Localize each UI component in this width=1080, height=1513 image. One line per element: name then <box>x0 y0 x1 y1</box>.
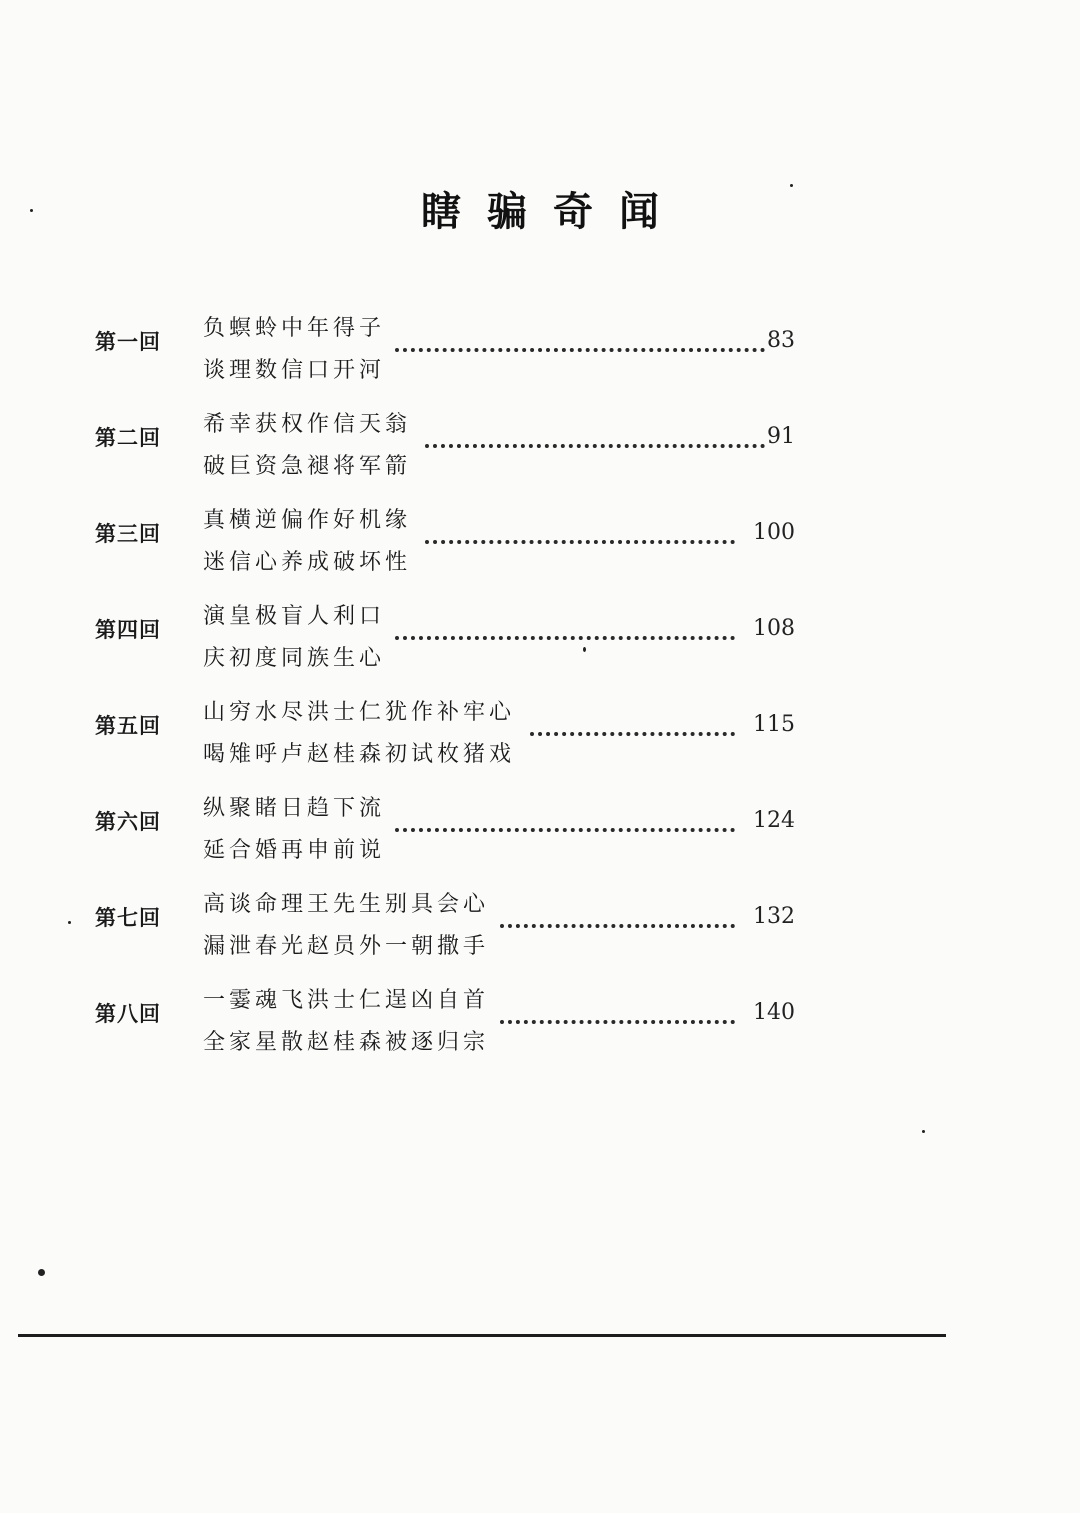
chapter-title-line: 真横逆偏作好机缘 <box>203 508 412 533</box>
chapter-title-line: 喝雉呼卢赵桂森初试枚猪戏 <box>203 742 516 767</box>
ink-speck <box>30 209 33 212</box>
chapter-title <box>203 500 411 584</box>
dot-leader <box>395 824 735 832</box>
ink-speck <box>922 1130 925 1133</box>
dot-leader <box>395 344 765 352</box>
chapter-title <box>203 788 385 872</box>
toc-entry <box>95 596 795 676</box>
chapter-title <box>203 692 515 776</box>
ink-speck <box>68 921 71 924</box>
page-number: 132 <box>753 904 795 929</box>
chapter-title <box>203 884 489 968</box>
page-number: 124 <box>753 808 795 833</box>
page-number: 100 <box>753 520 795 545</box>
toc-entry <box>95 500 795 580</box>
page-number: 91 <box>767 424 795 449</box>
chapter-title-line: 演皇极盲人利口 <box>203 604 386 629</box>
chapter-number: 第五回 <box>95 713 161 738</box>
chapter-number: 第三回 <box>95 521 161 546</box>
chapter-title-line: 山穷水尽洪士仁犹作补牢心 <box>203 700 516 725</box>
page-title: 瞎骗奇闻 <box>421 188 685 235</box>
dot-leader <box>500 1016 735 1024</box>
ink-speck <box>790 184 793 187</box>
dot-leader <box>425 440 765 448</box>
chapter-number: 第八回 <box>95 1001 161 1026</box>
chapter-number: 第二回 <box>95 425 161 450</box>
toc-entry <box>95 884 795 964</box>
chapter-title-line: 纵聚睹日趋下流 <box>203 796 386 821</box>
chapter-title-line: 延合婚再申前说 <box>203 838 386 863</box>
toc-entry <box>95 692 795 772</box>
ink-speck <box>38 1269 45 1276</box>
chapter-title <box>203 980 489 1064</box>
chapter-number: 第一回 <box>95 329 161 354</box>
page-number: 83 <box>767 328 795 353</box>
toc-entry <box>95 788 795 868</box>
dot-leader <box>500 920 735 928</box>
page-number: 108 <box>753 616 795 641</box>
page-number: 140 <box>753 1000 795 1025</box>
chapter-title-line: 全家星散赵桂森被逐归宗 <box>203 1030 490 1055</box>
chapter-title-line: 负螟蛉中年得子 <box>203 316 386 341</box>
dot-leader <box>425 536 735 544</box>
chapter-title-line: 一霎魂飞洪士仁逞凶自首 <box>203 988 490 1013</box>
chapter-title-line: 希幸获权作信天翁 <box>203 412 412 437</box>
chapter-title <box>203 404 411 488</box>
chapter-title-line: 迷信心养成破坏性 <box>203 550 412 575</box>
dot-leader <box>530 728 735 736</box>
chapter-number: 第四回 <box>95 617 161 642</box>
chapter-title-line: 漏泄春光赵员外一朝撒手 <box>203 934 490 959</box>
chapter-title <box>203 308 385 392</box>
chapter-title-line: 庆初度同族生心 <box>203 646 386 671</box>
toc-entry <box>95 404 795 484</box>
dot-leader <box>395 632 735 640</box>
chapter-number: 第七回 <box>95 905 161 930</box>
chapter-title <box>203 596 385 680</box>
toc-entry <box>95 308 795 388</box>
chapter-title-line: 破巨资急褪将军箭 <box>203 454 412 479</box>
chapter-title-line: 高谈命理王先生别具会心 <box>203 892 490 917</box>
bottom-rule <box>18 1334 946 1337</box>
chapter-title-line: 谈理数信口开河 <box>203 358 386 383</box>
ink-speck <box>583 647 586 652</box>
page-number: 115 <box>753 712 795 737</box>
toc-entry <box>95 980 795 1060</box>
chapter-number: 第六回 <box>95 809 161 834</box>
